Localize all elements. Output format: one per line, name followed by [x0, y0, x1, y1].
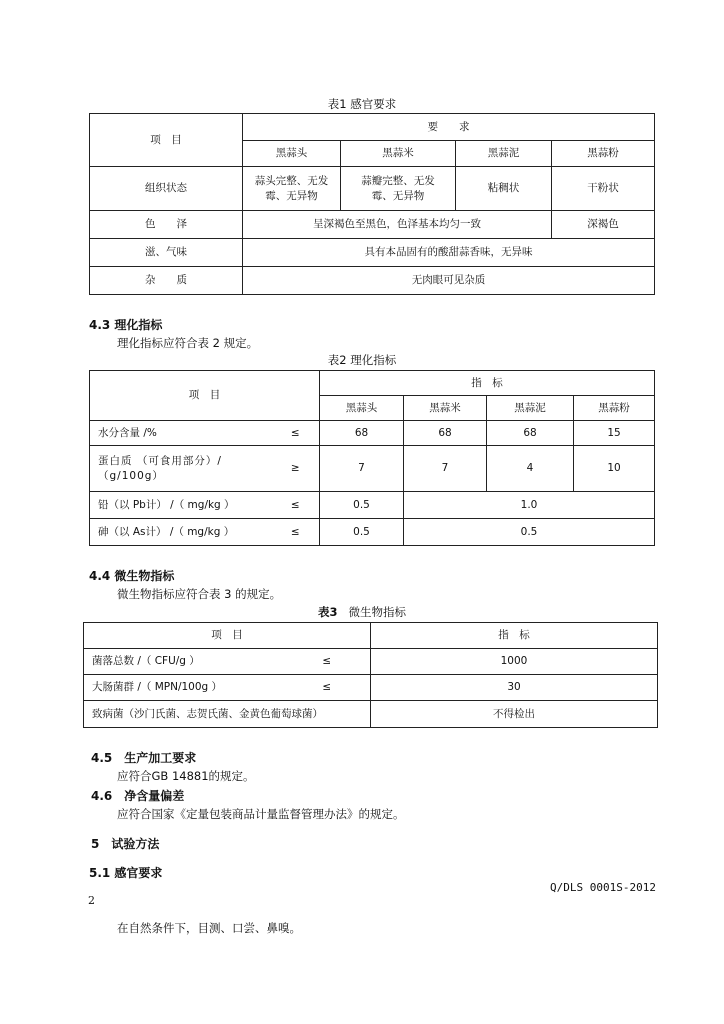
section-4-3-heading: 4.3 理化指标 [89, 318, 163, 332]
table3-row-label: 大肠菌群 /（ MPN/100g ） [84, 675, 284, 701]
table1-cell: 粘稠状 [456, 167, 552, 211]
table2-cell: 7 [320, 446, 404, 492]
table2-row-symbol: ≤ [272, 519, 320, 546]
table2-subcol: 黑蒜头 [320, 396, 404, 421]
table2-row-label: 水分含量 /% [90, 421, 272, 446]
table3-row-symbol: ≤ [284, 675, 371, 701]
table3-header-item: 项 目 [84, 623, 371, 649]
section-5-1-text: 在自然条件下，目测、口尝、鼻嗅。 [117, 921, 301, 935]
table2-cell: 0.5 [320, 492, 404, 519]
table2-subcol: 黑蒜米 [404, 396, 487, 421]
table2-row-label: 铅（以 Pb计） /（ mg/kg ） [90, 492, 272, 519]
table1-row-label: 组织状态 [90, 167, 243, 211]
table1 [89, 113, 655, 295]
table3-caption [0, 604, 724, 620]
table2-row-label: 蛋白质 （可食用部分）/（g/100g） [90, 446, 272, 492]
table2-row-symbol: ≥ [272, 446, 320, 492]
table3 [83, 622, 658, 728]
table2-cell: 68 [404, 421, 487, 446]
table2-cell: 68 [487, 421, 574, 446]
page-number: 2 [88, 894, 95, 907]
table1-cell: 蒜瓣完整、无发霉、无异物 [341, 167, 456, 211]
table1-subcol: 黑蒜泥 [456, 141, 552, 167]
table2-cell: 68 [320, 421, 404, 446]
table1-subcol: 黑蒜头 [243, 141, 341, 167]
table2-subcol: 黑蒜泥 [487, 396, 574, 421]
table3-cell: 不得检出 [371, 701, 658, 728]
table1-subcol: 黑蒜米 [341, 141, 456, 167]
table2-cell: 0.5 [404, 519, 655, 546]
table2-subcol: 黑蒜粉 [574, 396, 655, 421]
table1-cell: 具有本品固有的酸甜蒜香味，无异味 [243, 239, 655, 267]
table1-caption: 表1 感官要求 [327, 97, 397, 111]
table2-caption: 表2 理化指标 [327, 353, 397, 367]
table3-header-idx: 指 标 [371, 623, 658, 649]
section-4-6-heading: 4.6 净含量偏差 [91, 789, 185, 803]
section-4-3-text: 理化指标应符合表 2 规定。 [117, 336, 259, 350]
doc-code: Q/DLS 0001S-2012 [550, 881, 656, 894]
table3-row-symbol: ≤ [284, 649, 371, 675]
table2-row-symbol: ≤ [272, 421, 320, 446]
table2-cell: 15 [574, 421, 655, 446]
section-4-5-text: 应符合GB 14881的规定。 [117, 769, 255, 783]
table1-header-item: 项 目 [90, 114, 243, 167]
table3-row-label: 菌落总数 /（ CFU/g ） [84, 649, 284, 675]
table1-cell: 呈深褐色至黑色，色泽基本均匀一致 [243, 211, 552, 239]
table1-header-req: 要 求 [243, 114, 655, 141]
table2-cell: 10 [574, 446, 655, 492]
table1-row-label: 色 泽 [90, 211, 243, 239]
table2-row-symbol: ≤ [272, 492, 320, 519]
table3-row-label: 致病菌（沙门氏菌、志贺氏菌、金黄色葡萄球菌） [84, 701, 371, 728]
table1-cell: 蒜头完整、无发霉、无异物 [243, 167, 341, 211]
table2-row-label: 砷（以 As计） /（ mg/kg ） [90, 519, 272, 546]
table2-header-idx: 指 标 [320, 371, 655, 396]
section-4-6-text: 应符合国家《定量包装商品计量监督管理办法》的规定。 [117, 807, 405, 821]
table3-caption-number: 表3 [318, 605, 338, 619]
table3-caption-title: 微生物指标 [348, 605, 406, 619]
table1-row-label: 杂 质 [90, 267, 243, 295]
table2-cell: 4 [487, 446, 574, 492]
table1-row-label: 滋、气味 [90, 239, 243, 267]
table2-cell: 0.5 [320, 519, 404, 546]
table1-subcol: 黑蒜粉 [552, 141, 655, 167]
section-4-5-heading: 4.5 生产加工要求 [91, 751, 197, 765]
table2-header-item: 项 目 [90, 371, 320, 421]
table1-cell: 无肉眼可见杂质 [243, 267, 655, 295]
table2 [89, 370, 655, 546]
table3-cell: 1000 [371, 649, 658, 675]
table2-cell: 7 [404, 446, 487, 492]
table1-cell: 深褐色 [552, 211, 655, 239]
section-4-4-text: 微生物指标应符合表 3 的规定。 [117, 587, 282, 601]
section-5-1-heading: 5.1 感官要求 [89, 866, 163, 880]
table2-cell: 1.0 [404, 492, 655, 519]
table1-cell: 干粉状 [552, 167, 655, 211]
section-5-heading: 5 试验方法 [91, 837, 160, 851]
section-4-4-heading: 4.4 微生物指标 [89, 569, 175, 583]
table3-cell: 30 [371, 675, 658, 701]
